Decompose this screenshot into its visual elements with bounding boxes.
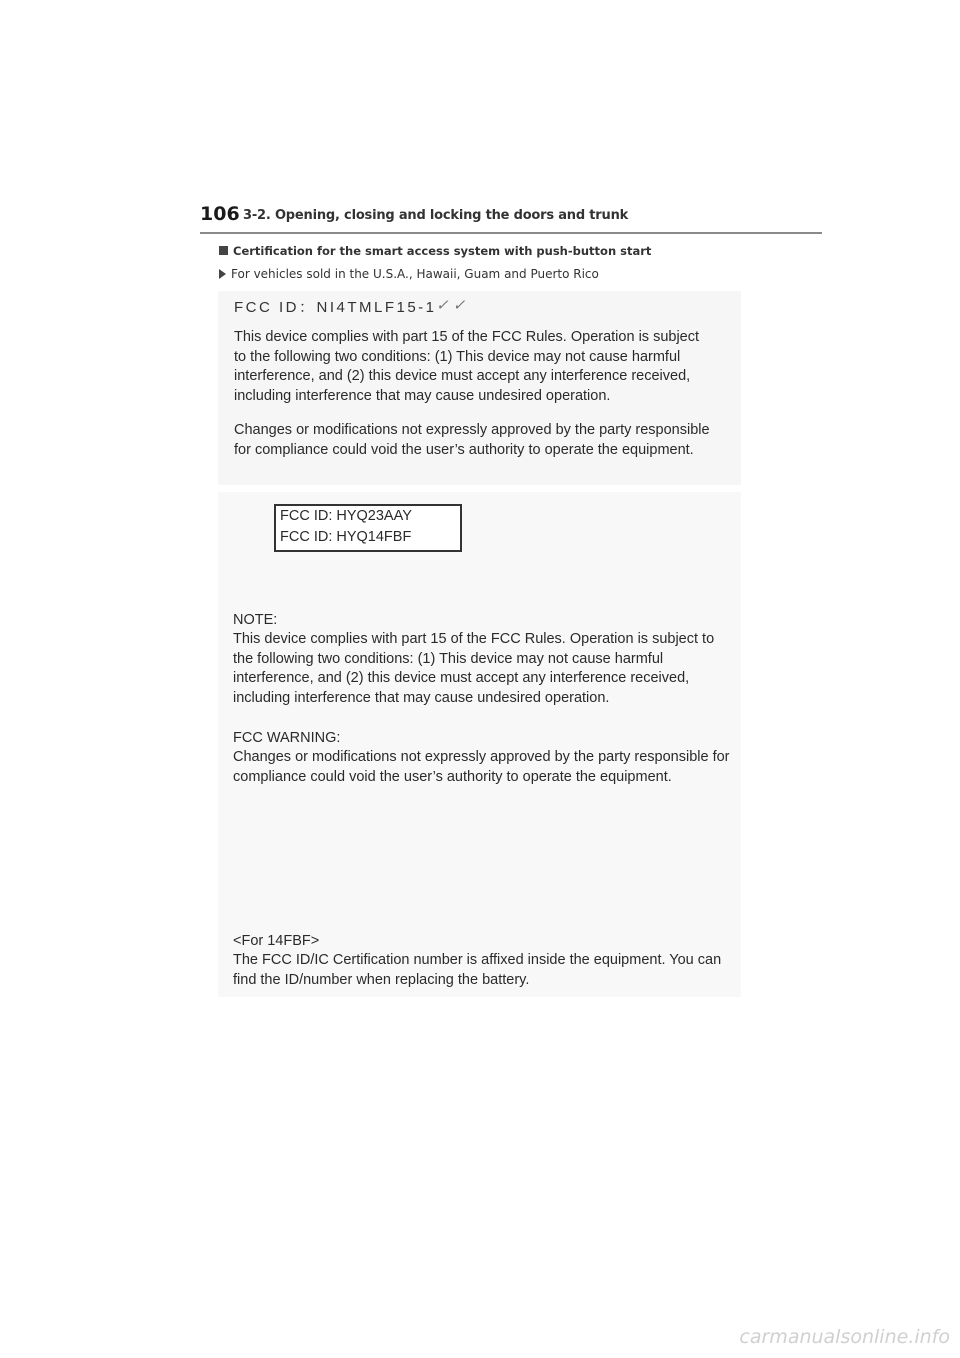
site-watermark: carmanualsonline.info [739,1326,950,1348]
model-body: The FCC ID/IC Certification number is affixed inside the equipment. You can find the ID/number when replacing the battery. [233,952,722,988]
region-subheading-text: For vehicles sold in the U.S.A., Hawaii, Guam and Puerto Rico [231,267,599,281]
fcc-id-line: FCC ID: HYQ14FBF [280,529,412,545]
compliance-paragraph: This device complies with part 15 of the FCC Rules. Operation is subject to the following two conditions: (1) This device may not cause harmful interference, and (2) this device must accept any interference received, including interference that may cause undesired operation. [234,329,700,404]
certification-heading [219,244,651,258]
fcc-panel-2 [218,492,741,997]
fcc-id-line: FCC ID: HYQ23AAY [280,508,412,524]
modification-paragraph: Changes or modifications not expressly approved by the party responsible for compliance could void the user’s authority to operate the equipment. [234,422,710,458]
warning-body: Changes or modifications not expressly approved by the party responsible for compliance could void the user’s authority to operate the equipment. [233,749,730,785]
note-body: This device complies with part 15 of the FCC Rules. Operation is subject to the following two conditions: (1) This device may not cause harmful interference, and (2) this device must accept any interference received, including interference that may cause undesired operation. [233,631,715,706]
fcc-id-label: FCC ID：NI4TMLF15-1 [234,299,437,316]
checkmarks-icon: ✓ ✓ [436,297,466,314]
certification-heading-text: Certification for the smart access system with push-button start [233,244,652,258]
note-heading: NOTE: [233,612,278,628]
region-subheading [219,267,599,281]
section-title: 3-2. Opening, closing and locking the doors and trunk [243,208,629,223]
page-number: 106 [200,203,240,225]
model-heading: <For 14FBF> [233,933,320,949]
page-header [200,203,822,233]
triangle-bullet-icon [219,269,226,279]
header-divider [200,232,822,234]
fcc-id-box [274,504,462,552]
fcc-panel-1 [218,291,741,485]
warning-heading: FCC WARNING: [233,730,341,746]
square-bullet-icon [219,246,228,255]
